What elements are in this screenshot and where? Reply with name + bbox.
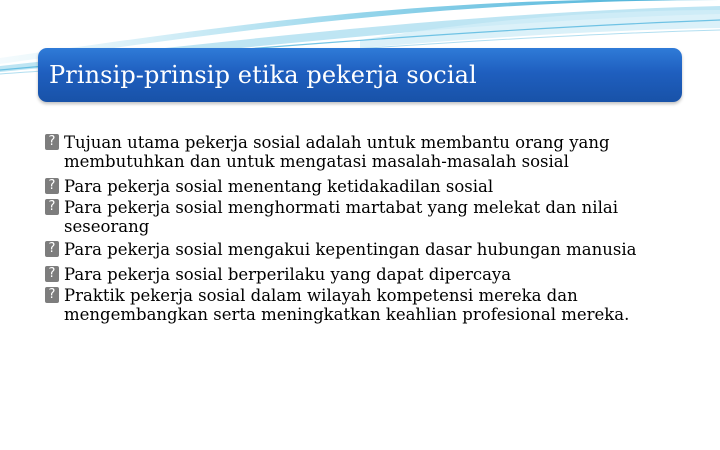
bullet-item bbox=[45, 286, 675, 324]
bullet-list bbox=[45, 133, 675, 328]
bullet-item bbox=[45, 133, 675, 171]
bullet-text: Para pekerja sosial berperilaku yang dapat dipercaya bbox=[64, 265, 512, 284]
slide-title: Prinsip-prinsip etika pekerja social bbox=[49, 61, 477, 89]
bullet-marker-icon: ? bbox=[45, 241, 59, 257]
bullet-item bbox=[45, 263, 675, 286]
bullet-item bbox=[45, 175, 675, 198]
bullet-text: Para pekerja sosial menentang ketidakadilan sosial bbox=[64, 177, 494, 196]
title-bar bbox=[38, 48, 682, 102]
bullet-text: Para pekerja sosial mengakui kepentingan dasar hubungan manusia bbox=[64, 240, 637, 259]
bullet-marker-icon: ? bbox=[45, 134, 59, 150]
bullet-marker-icon: ? bbox=[45, 199, 59, 215]
bullet-text: Tujuan utama pekerja sosial adalah untuk membantu orang yang membutuhkan dan untuk mengatasi masalah-masalah sosial bbox=[64, 133, 610, 171]
bullet-marker-icon: ? bbox=[45, 287, 59, 303]
bullet-item bbox=[45, 240, 675, 259]
bullet-marker-icon: ? bbox=[45, 178, 59, 194]
bullet-marker-icon: ? bbox=[45, 266, 59, 282]
bullet-item bbox=[45, 198, 675, 236]
bullet-text: Praktik pekerja sosial dalam wilayah kompetensi mereka dan mengembangkan serta meningkatkan keahlian profesional mereka. bbox=[64, 286, 630, 324]
bullet-text: Para pekerja sosial menghormati martabat yang melekat dan nilai seseorang bbox=[64, 198, 618, 236]
